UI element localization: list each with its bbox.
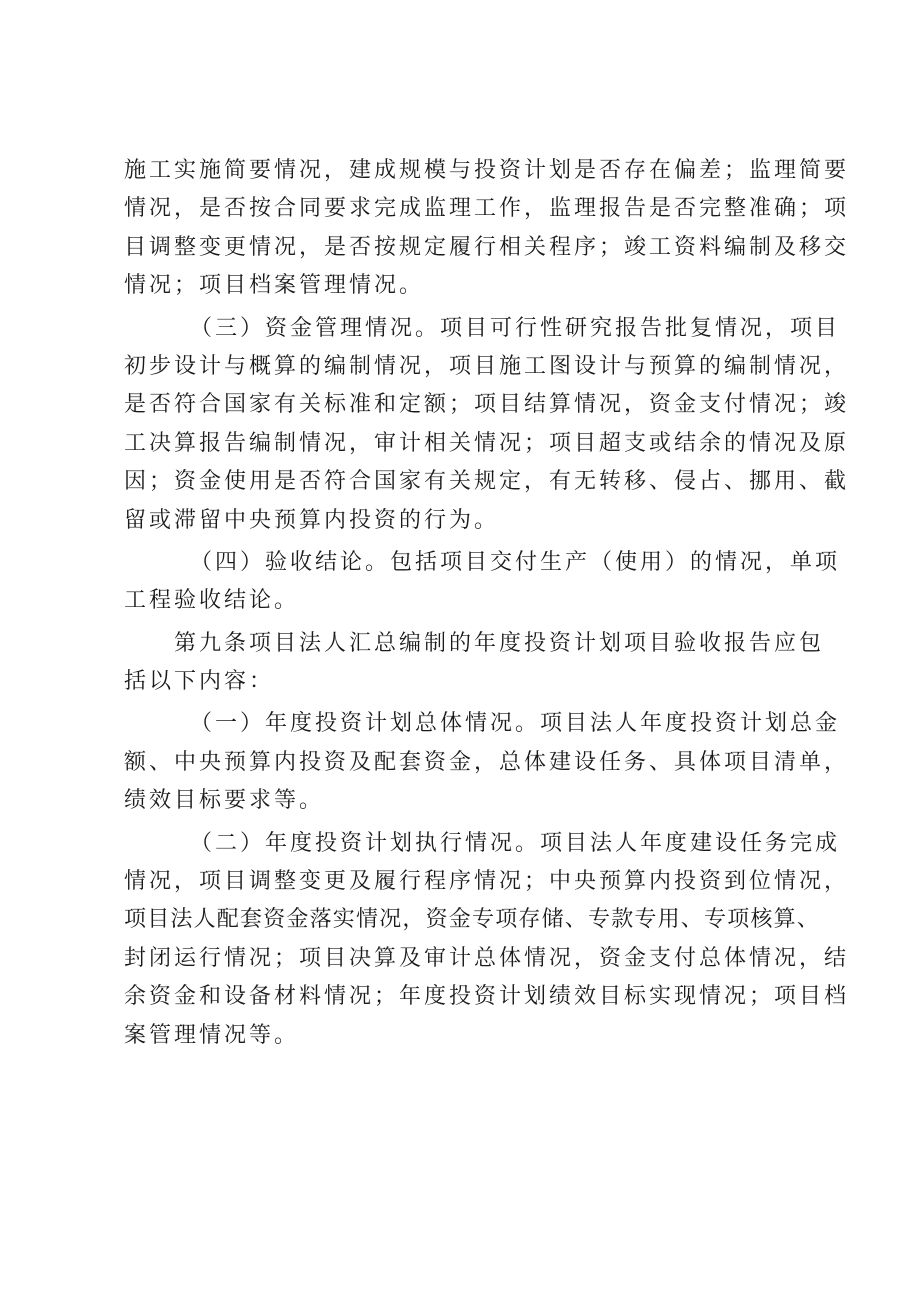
text-line: 情况，项目调整变更及履行程序情况；中央预算内投资到位情况， — [124, 869, 850, 895]
text-line: 工程验收结论。 — [124, 588, 300, 614]
paragraph-plan-execution — [124, 825, 850, 1055]
paragraph-plan-overview — [124, 705, 850, 820]
document-body — [124, 152, 850, 1055]
text-line: （三）资金管理情况。项目可行性研究报告批复情况，项目 — [190, 315, 841, 341]
text-line: 留或滞留中央预算内投资的行为。 — [124, 507, 500, 533]
text-line: 工决算报告编制情况，审计相关情况；项目超支或结余的情况及原 — [124, 430, 850, 456]
text-line: 目调整变更情况，是否按规定履行相关程序；竣工资料编制及移交 — [124, 234, 850, 260]
text-line: 情况；项目档案管理情况。 — [124, 273, 425, 299]
text-line: 项目法人配套资金落实情况，资金专项存储、专款专用、专项核算、 — [124, 907, 821, 933]
paragraph-acceptance-conclusion — [124, 544, 841, 621]
paragraph-article-nine — [124, 625, 824, 702]
text-line: 施工实施简要情况，建成规模与投资计划是否存在偏差；监理简要 — [124, 158, 850, 183]
text-line: 余资金和设备材料情况；年度投资计划绩效目标实现情况；项目档 — [124, 984, 850, 1010]
text-line: （四）验收结论。包括项目交付生产（使用）的情况，单项 — [190, 549, 841, 575]
paragraph-construction-summary — [124, 152, 850, 306]
text-line: 括以下内容： — [124, 669, 275, 695]
text-line: 因；资金使用是否符合国家有关规定，有无转移、侵占、挪用、截 — [124, 469, 850, 495]
text-line: 额、中央预算内投资及配套资金，总体建设任务、具体项目清单， — [124, 749, 850, 775]
text-line: 封闭运行情况；项目决算及审计总体情况，资金支付总体情况，结 — [124, 945, 850, 971]
text-line: 是否符合国家有关标准和定额；项目结算情况，资金支付情况；竣 — [124, 392, 850, 418]
text-line: 初步设计与概算的编制情况，项目施工图设计与预算的编制情况， — [124, 353, 850, 379]
text-line: 案管理情况等。 — [124, 1022, 300, 1048]
text-line: （一）年度投资计划总体情况。项目法人年度投资计划总金 — [190, 711, 841, 737]
text-line: 第九条项目法人汇总编制的年度投资计划项目验收报告应包 — [174, 630, 825, 656]
text-line: 情况，是否按合同要求完成监理工作，监理报告是否完整准确；项 — [124, 196, 850, 222]
text-line: 绩效目标要求等。 — [124, 788, 325, 814]
paragraph-fund-management — [124, 310, 850, 540]
text-line: （二）年度投资计划执行情况。项目法人年度建设任务完成 — [190, 830, 841, 856]
